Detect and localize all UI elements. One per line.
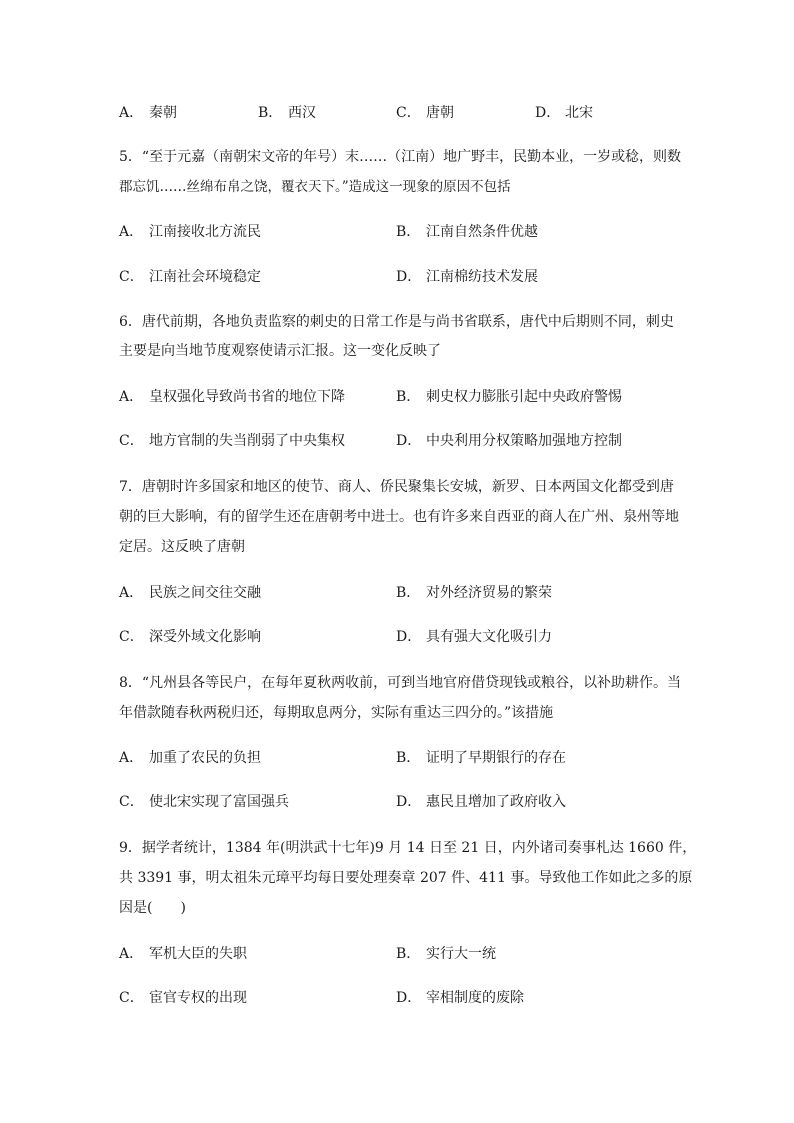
option-letter: D． xyxy=(396,794,422,810)
q4-option-b[interactable] xyxy=(258,103,316,123)
option-letter: B． xyxy=(396,389,421,405)
q5-option-b[interactable] xyxy=(396,222,538,242)
option-letter: A． xyxy=(119,946,144,962)
q7-option-b[interactable] xyxy=(396,583,552,603)
option-text: 西汉 xyxy=(288,105,316,121)
option-letter: C． xyxy=(119,629,144,645)
q9-option-d[interactable] xyxy=(396,988,524,1008)
option-letter: D． xyxy=(396,629,422,645)
option-letter: D． xyxy=(535,105,561,121)
option-text: 秦朝 xyxy=(149,105,177,121)
option-text: 对外经济贸易的繁荣 xyxy=(426,585,552,601)
q9-stem-line-3: 因是( ) xyxy=(119,900,186,916)
q9-option-a[interactable] xyxy=(119,944,247,964)
q8-option-a[interactable] xyxy=(119,748,261,768)
q6-option-d[interactable] xyxy=(396,431,622,451)
option-letter: A． xyxy=(119,585,144,601)
q8-option-c[interactable] xyxy=(119,792,289,812)
option-text: 宰相制度的废除 xyxy=(426,990,524,1006)
option-text: 加重了农民的负担 xyxy=(149,750,261,766)
option-text: 使北宋实现了富国强兵 xyxy=(149,794,289,810)
option-letter: D． xyxy=(396,990,422,1006)
q9-stem-line-2: 共 3391 事，明太祖朱元璋平均每日要处理奏章 207 件、411 事。导致他工作如此之多的原 xyxy=(119,870,693,886)
option-letter: A． xyxy=(119,750,144,766)
option-text: 民族之间交往交融 xyxy=(149,585,261,601)
option-text: 皇权强化导致尚书省的地位下降 xyxy=(149,389,345,405)
q6-option-a[interactable] xyxy=(119,387,345,407)
q6-stem-line-1: 6．唐代前期，各地负责监察的刺史的日常工作是与尚书省联系，唐代中后期则不同，刺史 xyxy=(119,314,674,330)
option-text: 惠民且增加了政府收入 xyxy=(426,794,566,810)
q8-option-d[interactable] xyxy=(396,792,566,812)
option-text: 实行大一统 xyxy=(426,946,496,962)
option-letter: A． xyxy=(119,389,144,405)
q7-option-a[interactable] xyxy=(119,583,261,603)
q9-option-b[interactable] xyxy=(396,944,496,964)
q7-option-c[interactable] xyxy=(119,627,261,647)
option-letter: C． xyxy=(119,794,144,810)
option-text: 军机大臣的失职 xyxy=(149,946,247,962)
option-text: 刺史权力膨胀引起中央政府警惕 xyxy=(426,389,622,405)
option-letter: C． xyxy=(119,990,144,1006)
option-text: 宦官专权的出现 xyxy=(149,990,247,1006)
option-text: 江南接收北方流民 xyxy=(149,224,261,240)
option-text: 具有强大文化吸引力 xyxy=(426,629,552,645)
q7-option-d[interactable] xyxy=(396,627,552,647)
option-text: 北宋 xyxy=(565,105,593,121)
option-letter: C． xyxy=(396,105,421,121)
option-letter: C． xyxy=(119,269,144,285)
q8-stem-line-2: 年借款随春秋两税归还，每期取息两分，实际有重达三四分的。”该措施 xyxy=(119,705,554,721)
option-text: 地方官制的失当削弱了中央集权 xyxy=(149,433,345,449)
q6-stem-line-2: 主要是向当地节度观察使请示汇报。这一变化反映了 xyxy=(119,343,441,359)
q7-stem-line-3: 定居。这反映了唐朝 xyxy=(119,539,245,555)
option-text: 中央利用分权策略加强地方控制 xyxy=(426,433,622,449)
q5-option-c[interactable] xyxy=(119,267,261,287)
option-letter: D． xyxy=(396,269,422,285)
option-text: 江南社会环境稳定 xyxy=(149,269,261,285)
q6-option-c[interactable] xyxy=(119,431,345,451)
option-letter: A． xyxy=(119,105,144,121)
q5-option-d[interactable] xyxy=(396,267,538,287)
option-text: 江南自然条件优越 xyxy=(426,224,538,240)
option-letter: B． xyxy=(396,585,421,601)
option-letter: A． xyxy=(119,224,144,240)
option-text: 深受外域文化影响 xyxy=(149,629,261,645)
q9-option-c[interactable] xyxy=(119,988,247,1008)
option-letter: B． xyxy=(396,750,421,766)
q4-option-d[interactable] xyxy=(535,103,593,123)
option-letter: C． xyxy=(119,433,144,449)
q8-stem-line-1: 8．“凡州县各等民户，在每年夏秋两收前，可到当地官府借贷现钱或粮谷，以补助耕作。当 xyxy=(119,675,682,691)
option-letter: D． xyxy=(396,433,422,449)
option-text: 江南棉纺技术发展 xyxy=(426,269,538,285)
q6-option-b[interactable] xyxy=(396,387,622,407)
q4-option-a[interactable] xyxy=(119,103,177,123)
q5-stem-line-1: 5．“至于元嘉（南朝宋文帝的年号）末……（江南）地广野丰，民勤本业，一岁或稔，则数 xyxy=(119,149,682,165)
q8-option-b[interactable] xyxy=(396,748,566,768)
option-text: 证明了早期银行的存在 xyxy=(426,750,566,766)
q5-stem-line-2: 郡忘饥……丝绵布帛之饶，覆衣天下。”造成这一现象的原因不包括 xyxy=(119,179,511,195)
q5-option-a[interactable] xyxy=(119,222,261,242)
q9-stem-line-1: 9．据学者统计，1384 年(明洪武十七年)9 月 14 日至 21 日，内外诸司奏事札达 1660 件， xyxy=(119,840,697,856)
option-text: 唐朝 xyxy=(426,105,454,121)
q7-stem-line-1: 7．唐朝时许多国家和地区的使节、商人、侨民聚集长安城，新罗、日本两国文化都受到唐 xyxy=(119,479,674,495)
option-letter: B． xyxy=(258,105,283,121)
q7-stem-line-2: 朝的巨大影响，有的留学生还在唐朝考中进士。也有许多来自西亚的商人在广州、泉州等地 xyxy=(119,509,679,525)
option-letter: B． xyxy=(396,224,421,240)
q4-option-c[interactable] xyxy=(396,103,454,123)
option-letter: B． xyxy=(396,946,421,962)
